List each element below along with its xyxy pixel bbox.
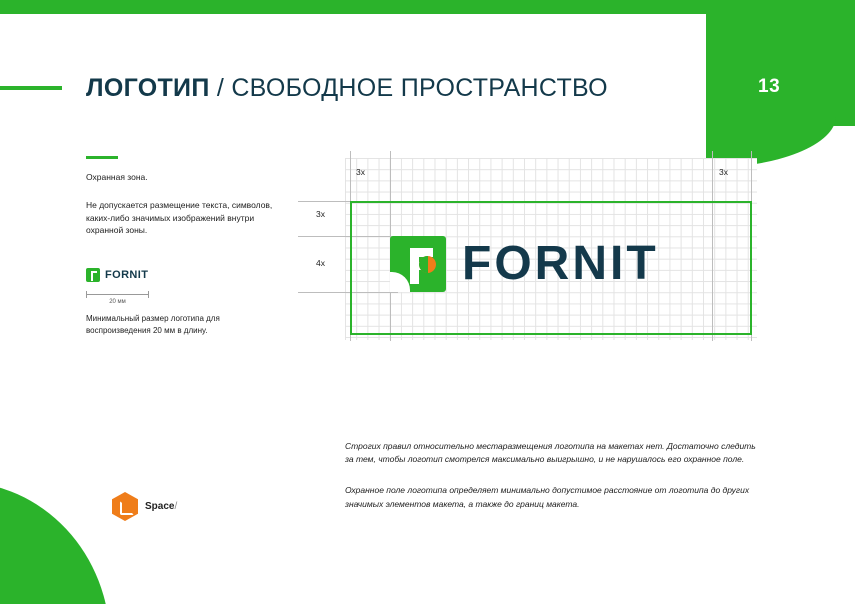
top-green-bar — [0, 0, 720, 14]
page-title-bold: ЛОГОТИП — [86, 74, 210, 102]
mini-logo-mark-icon — [86, 268, 100, 282]
mini-logo-wordmark: FORNIT — [105, 269, 149, 281]
fornit-wordmark: FORNIT — [462, 237, 659, 290]
space-footer-logo — [112, 492, 177, 521]
hexagon-icon — [112, 492, 138, 521]
left-paragraph: Не допускается размещение текста, символов, каких-либо значимых изображений внутри охранной зоны. — [86, 200, 273, 235]
left-column — [86, 156, 286, 236]
bottom-paragraph-1: Строгих правил относительно местаразмещения логотипа на макетах нет. Достаточно следить за тем, чтобы логотип смотрелся максимально выигрышно, и не нарушалось его охранное поле. — [345, 441, 756, 465]
left-heading: Охранная зона. — [86, 172, 148, 182]
min-size-note: Минимальный размер логотипа для воспроизведения 20 мм в длину. — [86, 314, 220, 335]
space-brand-text: Space — [145, 501, 175, 512]
min-size-measure — [86, 291, 149, 305]
bottom-paragraph-2: Охранное поле логотипа определяет минимально допустимое расстояние от логотипа до других значимых элементов макета, а также до границ макета. — [345, 485, 750, 509]
logo-lockup — [390, 236, 659, 292]
guide-label-top-right: 3x — [719, 167, 728, 177]
clearspace-diagram — [316, 158, 757, 340]
guide-label-left-bottom: 4x — [316, 258, 325, 268]
bottom-text-block — [345, 440, 765, 511]
page-title-light: / СВОБОДНОЕ ПРОСТРАНСТВО — [209, 74, 608, 102]
top-right-green-block — [706, 0, 855, 126]
guide-label-left-top: 3x — [316, 209, 325, 219]
bottom-left-green-curve — [0, 482, 110, 604]
space-brand-slash: / — [174, 501, 178, 512]
mini-logo — [86, 268, 148, 282]
fornit-mark-icon — [390, 236, 446, 292]
page-title — [86, 74, 608, 103]
accent-rule — [86, 156, 118, 159]
measure-bar — [86, 294, 149, 295]
space-brand-label — [145, 501, 177, 512]
page-number: 13 — [758, 76, 781, 97]
measure-ticks — [86, 291, 149, 298]
left-accent-dash — [0, 86, 62, 90]
measure-label: 20 мм — [109, 299, 126, 305]
guide-label-top-left: 3x — [356, 167, 365, 177]
